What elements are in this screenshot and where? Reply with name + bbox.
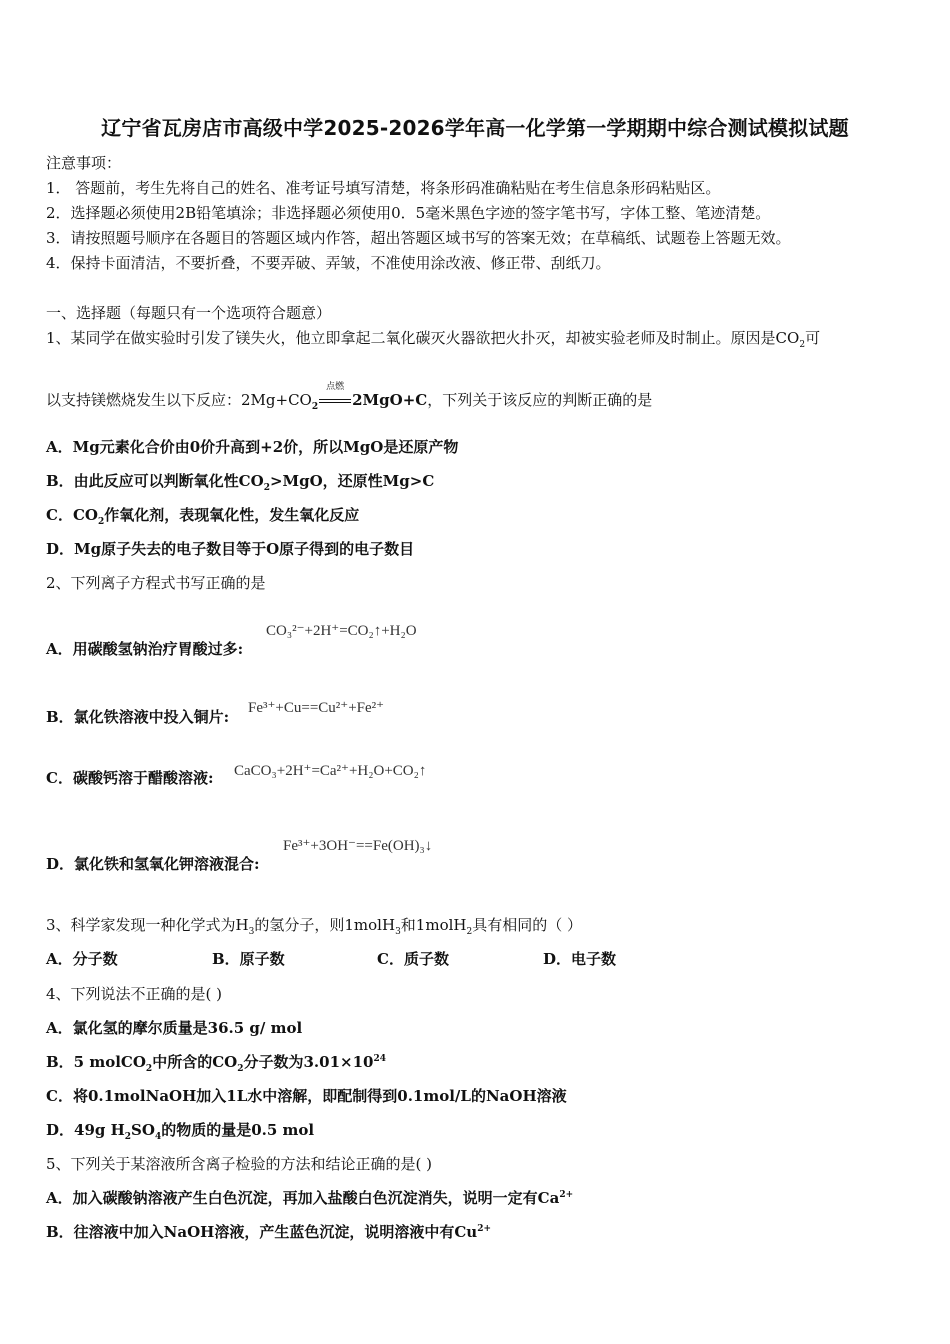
question-1-stem-line1 — [46, 327, 820, 350]
question-3-stem — [46, 914, 582, 937]
question-2-stem: 2、下列离子方程式书写正确的是 — [46, 574, 266, 592]
q4-b-3: 分子数为3.01×10 — [243, 1053, 374, 1071]
q1-stem-a-sub: 2 — [799, 340, 806, 350]
q4-b-2: 中所含的CO — [152, 1053, 238, 1071]
q2-equation-d: Fe³⁺+3OH⁻==Fe(OH)₃↓ — [283, 838, 433, 854]
q3-option-c: C．质子数 — [377, 950, 449, 968]
q4-b-sub2: 2 — [237, 1064, 244, 1074]
q1-stem-b-post: ，下列关于该反应的判断正确的是 — [427, 391, 653, 409]
q3-stem-3: 和1molH — [400, 916, 467, 934]
q4-b-sup: 24 — [373, 1054, 386, 1064]
q3-stem-4: 具有相同的（ ） — [472, 916, 582, 934]
q3-stem-1: 3、科学家发现一种化学式为H — [46, 916, 249, 934]
q1-stem-b-sub: 2 — [311, 402, 319, 412]
section-heading: 一、选择题（每题只有一个选项符合题意） — [46, 304, 332, 322]
q1-b-post: >MgO，还原性Mg>C — [269, 472, 435, 490]
q3-option-b: B．原子数 — [212, 950, 285, 968]
q3-option-a: A．分子数 — [46, 950, 118, 968]
q1-stem-b-product: 2MgO+C — [352, 391, 428, 409]
q2-option-d: D．氯化铁和氢氧化钾溶液混合: — [46, 855, 260, 873]
q2-equation-a: CO₃²⁻+2H⁺=CO₂↑+H₂O — [266, 623, 417, 639]
q1-c-post: 作氧化剂，表现氧化性，发生氧化反应 — [104, 506, 360, 524]
notice-heading: 注意事项： — [46, 154, 122, 172]
q4-d-3: 的物质的量是0.5 mol — [161, 1121, 315, 1139]
q4-b-sub1: 2 — [145, 1064, 153, 1074]
q4-option-d — [46, 1119, 314, 1142]
q5-b-pre: B．往溶液中加入NaOH溶液，产生蓝色沉淀，说明溶液中有Cu — [46, 1223, 478, 1241]
page-title: 辽宁省瓦房店市高级中学2025-2026学年高一化学第一学期期中综合测试模拟试题 — [101, 116, 849, 140]
q4-d-sub1: 2 — [124, 1132, 132, 1142]
q3-sub-1: 3 — [248, 927, 255, 937]
q4-d-1: D．49g H — [46, 1121, 125, 1139]
q4-option-a: A．氯化氢的摩尔质量是36.5 g/ mol — [46, 1019, 303, 1037]
q1-c-sub: 2 — [97, 517, 105, 527]
q1-b-pre: B．由此反应可以判断氧化性CO — [46, 472, 264, 490]
q5-b-sup: 2+ — [477, 1224, 492, 1234]
q1-option-d: D．Mg原子失去的电子数目等于O原子得到的电子数目 — [46, 540, 415, 558]
question-1-stem-line2 — [46, 382, 653, 412]
q1-stem-b-pre: 以支持镁燃烧发生以下反应：2Mg+CO — [46, 391, 312, 409]
q4-b-1: B．5 molCO — [46, 1053, 146, 1071]
q1-b-sub: 2 — [263, 483, 270, 493]
q4-d-2: SO — [131, 1121, 155, 1139]
q1-option-b — [46, 470, 434, 493]
condition-label: 点燃 — [326, 382, 345, 392]
q2-option-a: A．用碳酸氢钠治疗胃酸过多: — [46, 640, 244, 658]
q5-a-pre: A．加入碳酸钠溶液产生白色沉淀，再加入盐酸白色沉淀消失，说明一定有Ca — [46, 1189, 560, 1207]
q4-d-sub2: 4 — [154, 1132, 162, 1142]
notice-item-4: 4．保持卡面清洁，不要折叠，不要弄破、弄皱，不准使用涂改液、修正带、刮纸刀。 — [46, 254, 611, 272]
q1-option-a: A．Mg元素化合价由0价升高到+2价，所以MgO是还原产物 — [46, 438, 459, 456]
q2-option-c: C．碳酸钙溶于醋酸溶液: — [46, 769, 214, 787]
equals-arrow-icon — [319, 399, 351, 403]
q2-equation-c: CaCO₃+2H⁺=Ca²⁺+H₂O+CO₂↑ — [234, 763, 427, 779]
q4-option-c: C．将0.1molNaOH加入1L水中溶解，即配制得到0.1mol/L的NaOH溶液 — [46, 1087, 567, 1105]
reaction-condition — [318, 382, 352, 409]
notice-item-2: 2．选择题必须使用2B铅笔填涂；非选择题必须使用0．5毫米黑色字迹的签字笔书写，字体工整、笔迹清楚。 — [46, 204, 771, 222]
q3-option-d: D．电子数 — [543, 950, 617, 968]
q4-option-b — [46, 1051, 386, 1074]
q1-stem-a-end: 可 — [805, 329, 821, 347]
q5-a-sup: 2+ — [559, 1190, 574, 1200]
q2-equation-b: Fe³⁺+Cu==Cu²⁺+Fe²⁺ — [248, 700, 385, 716]
notice-item-3: 3．请按照题号顺序在各题目的答题区域内作答，超出答题区域书写的答案无效；在草稿纸、试题卷上答题无效。 — [46, 229, 791, 247]
question-4-stem: 4、下列说法不正确的是( ) — [46, 985, 223, 1003]
notice-item-1: 1． 答题前，考生先将自己的姓名、准考证号填写清楚，将条形码准确粘贴在考生信息条形码粘贴区。 — [46, 179, 721, 197]
q3-sub-2: 3 — [395, 927, 401, 937]
q3-stem-2: 的氢分子，则1molH — [254, 916, 396, 934]
q5-option-b — [46, 1221, 491, 1242]
q2-option-b: B．氯化铁溶液中投入铜片: — [46, 708, 230, 726]
q3-sub-3: 2 — [466, 927, 473, 937]
q1-stem-a: 1、某同学在做实验时引发了镁失火，他立即拿起二氧化碳灭火器欲把火扑灭，却被实验老师及时制止。原因是CO — [46, 329, 800, 347]
q1-c-pre: C．CO — [46, 506, 98, 524]
q5-option-a — [46, 1187, 573, 1208]
question-5-stem: 5、下列关于某溶液所含离子检验的方法和结论正确的是( ) — [46, 1155, 433, 1173]
q1-option-c — [46, 504, 359, 527]
